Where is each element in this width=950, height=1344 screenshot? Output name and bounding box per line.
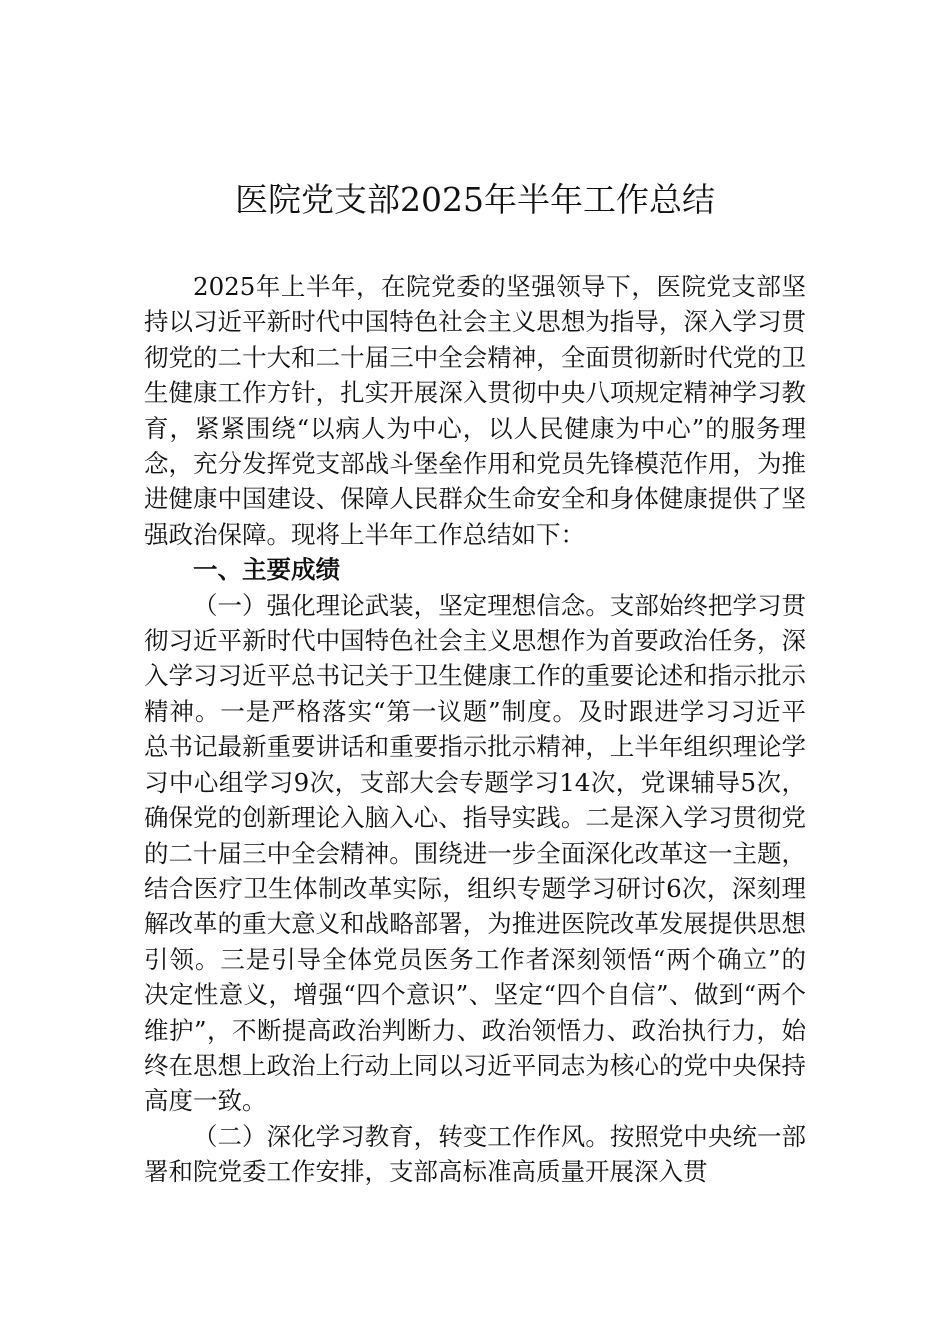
paragraph-theory-study: （一）强化理论武装，坚定理想信念。支部始终把学习贯彻习近平新时代中国特色社会主义思想作为首要政治任务，深入学习习近平总书记关于卫生健康工作的重要论述和指示批示精神。一是严格落实“第一议题”制度。及时跟进学习习近平总书记最新重要讲话和重要指示批示精神，上半年组织理论学习中心组学习9次，支部大会专题学习14次，党课辅导5次，确保党的创新理论入脑入心、指导实践。二是深入学习贯彻党的二十届三中全会精神。围绕进一步全面深化改革这一主题，结合医疗卫生体制改革实际，组织专题学习研讨6次，深刻理解改革的重大意义和战略部署，为推进医院改革发展提供思想引领。三是引导全体党员医务工作者深刻领悟“两个确立”的决定性意义，增强“四个意识”、坚定“四个自信”、做到“两个维护”，不断提高政治判断力、政治领悟力、政治执行力，始终在思想上政治上行动上同以习近平同志为核心的党中央保持高度一致。 xyxy=(144,590,806,1116)
intro-paragraph: 2025年上半年，在院党委的坚强领导下，医院党支部坚持以习近平新时代中国特色社会主义思想为指导，深入学习贯彻党的二十大和二十届三中全会精神，全面贯彻新时代党的卫生健康工作方针，扎实开展深入贯彻中央八项规定精神学习教育，紧紧围绕“以病人为中心，以人民健康为中心”的服务理念，充分发挥党支部战斗堡垒作用和党员先锋模范作用，为推进健康中国建设、保障人民群众生命安全和身体健康提供了坚强政治保障。现将上半年工作总结如下： xyxy=(144,272,806,549)
document-title: 医院党支部2025年半年工作总结 xyxy=(235,180,715,219)
section-heading: 一、主要成绩 xyxy=(193,555,340,585)
paragraph-education: （二）深化学习教育，转变工作作风。按照党中央统一部署和院党委工作安排，支部高标准高质量开展深入贯 xyxy=(144,1121,806,1187)
document-body xyxy=(144,269,806,1190)
